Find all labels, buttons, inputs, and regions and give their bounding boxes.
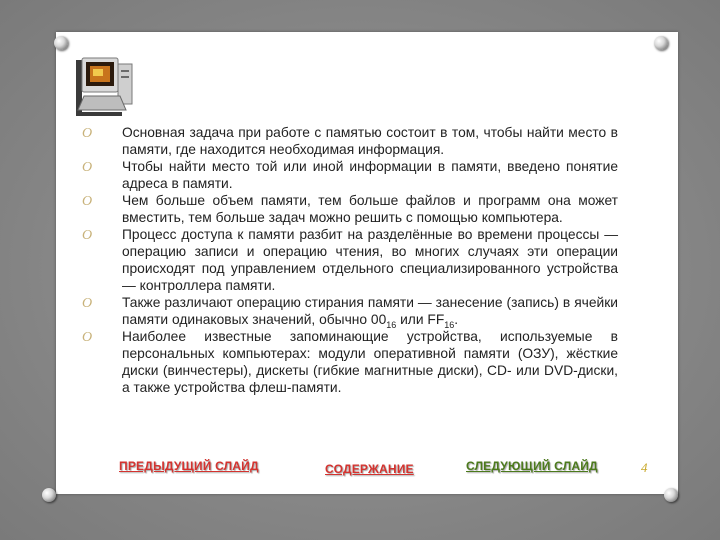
bullet-icon: O <box>82 126 93 141</box>
list-item <box>82 192 618 226</box>
bullet-text: Основная задача при работе с памятью состоит в том, чтобы найти место в памяти, где находится необходимая информация. <box>122 125 618 157</box>
bullet-icon: O <box>82 330 93 345</box>
previous-slide-link[interactable]: ПРЕДЫДУЩИЙ СЛАЙД <box>119 459 259 473</box>
pushpin-icon <box>654 36 668 50</box>
pushpin-icon <box>42 488 56 502</box>
list-item <box>82 226 618 294</box>
bullet-text: Чем больше объем памяти, тем больше файлов и программ она может вместить, тем больше задач можно решить с помощью компьютера. <box>122 193 618 225</box>
list-item <box>82 328 618 396</box>
bullet-text: Процесс доступа к памяти разбит на разделённые во времени процессы — операцию записи и операцию чтения, во многих случаях эти операции происходят под управлением отдельного специализированного устройства — контроллера памяти. <box>122 227 618 293</box>
bullet-list <box>82 124 618 396</box>
page-number: 4 <box>641 460 648 475</box>
list-item <box>82 158 618 192</box>
bullet-text: Также различают операцию стирания памяти — занесение (запись) в ячейки памяти одинаковых значений, обычно $00_{16}$ или $FF_{16}$. <box>122 295 618 330</box>
contents-link[interactable]: СОДЕРЖАНИЕ <box>325 462 414 476</box>
pushpin-icon <box>664 488 678 502</box>
bullet-icon: O <box>82 296 93 311</box>
next-slide-link[interactable]: СЛЕДУЮЩИЙ СЛАЙД <box>466 459 598 473</box>
bullet-icon: O <box>82 228 93 243</box>
list-item <box>82 294 618 328</box>
pushpin-icon <box>54 36 68 50</box>
list-item <box>82 124 618 158</box>
computer-icon <box>74 56 136 120</box>
bullet-icon: O <box>82 160 93 175</box>
bullet-text: Наиболее известные запоминающие устройства, используемые в персональных компьютерах: модули оперативной памяти (ОЗУ), жёсткие диски (винчестеры), дискеты (гибкие магнитные диски), CD- или DVD-диски, а также устройства флеш-памяти. <box>122 329 618 395</box>
bullet-text: Чтобы найти место той или иной информации в памяти, введено понятие адреса в памяти. <box>122 159 618 191</box>
bullet-icon: O <box>82 194 93 209</box>
